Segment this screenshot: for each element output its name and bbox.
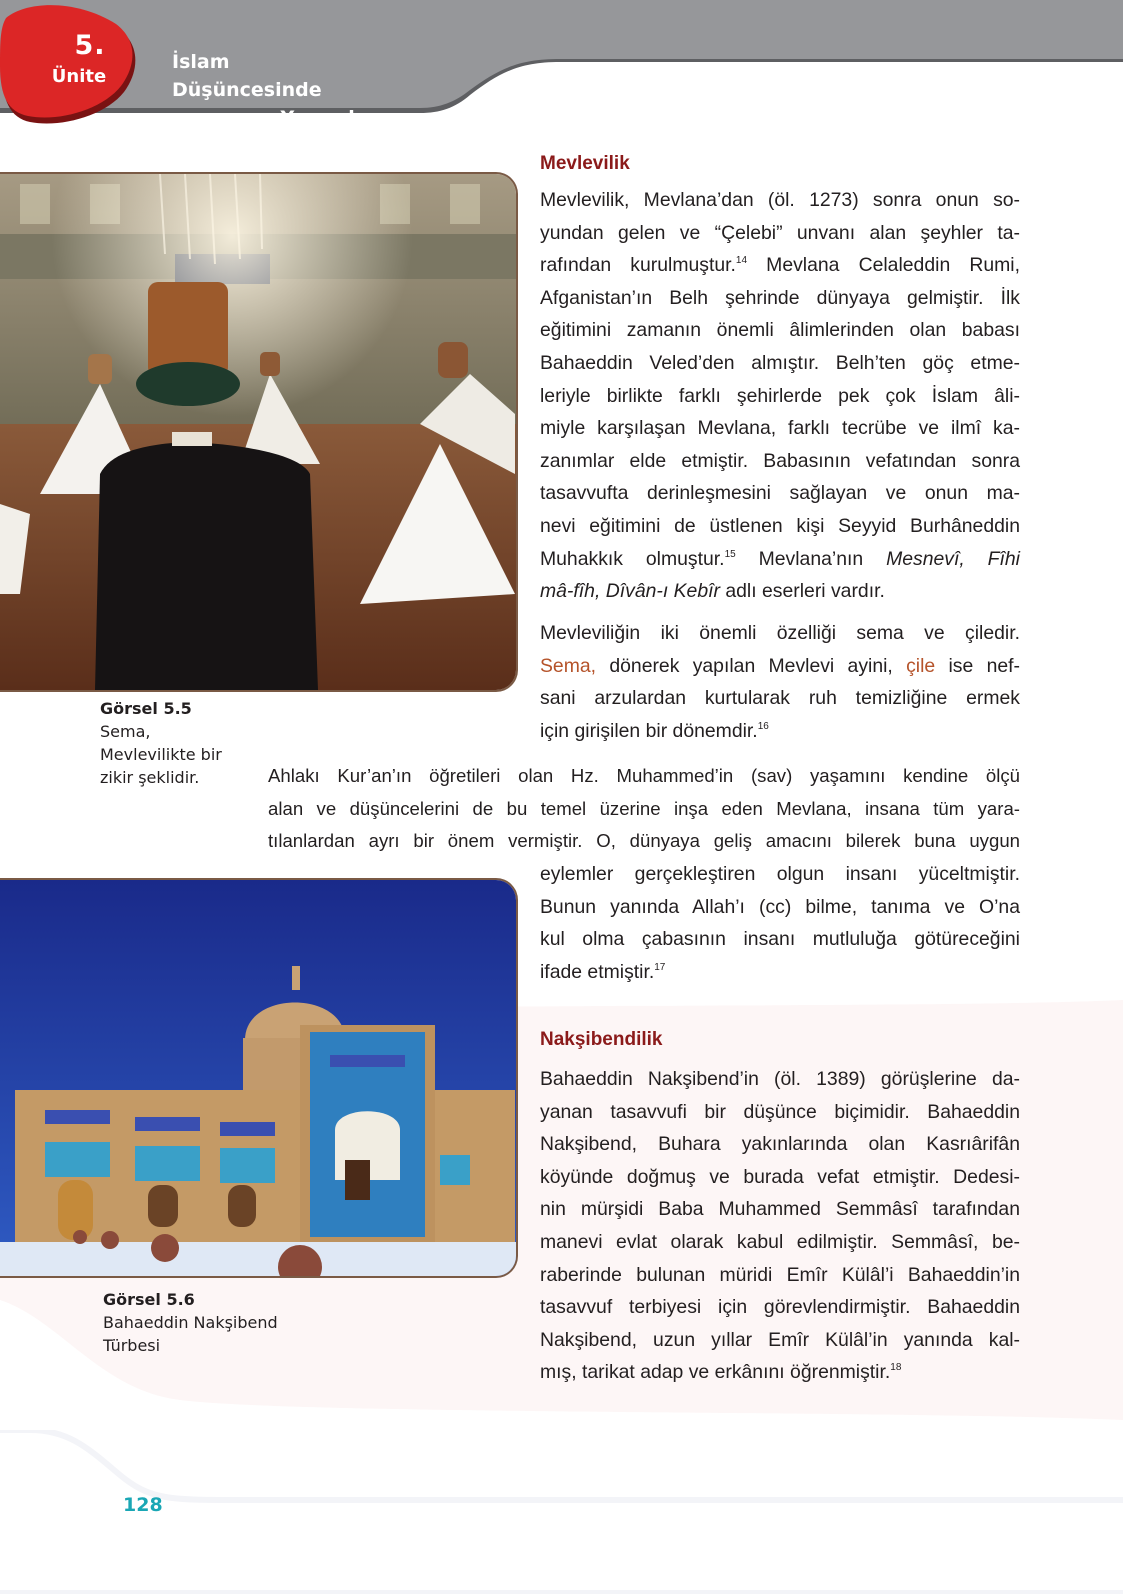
text-line: nevi eğitimini de üstlenen kişi Seyyid Burhâneddin [540,514,1020,537]
text-line: köyünde doğmuş ve burada vefat etmiştir. Dedesi- [540,1165,1020,1188]
text-line: nin mürşidi Baba Muhammed Semmâsî tarafından [540,1198,1020,1221]
caption-line: Türbesi [103,1336,161,1355]
text-line: eylemler gerçekleştiren olgun insanı yüceltmiştir. [540,863,1020,885]
text-line: miyle karşılaşan Mevlana, farklı tecrübe ve ilmî ka- [540,417,1020,440]
figure-sema-photo [0,172,518,692]
text-line: ifade etmiştir.$^{17}$ [540,960,666,983]
caption-line: Mevlevilikte bir [100,745,222,764]
text-line: mâ-fîh, Dîvân-ı Kebîr adlı eserleri vardır. [540,580,885,603]
text-line: Sema, dönerek yapılan Mevlevi ayini, çile ise nef- [540,654,1020,677]
mevlevilik-paragraph-1 [540,184,1020,608]
chapter-header-band [0,0,1123,130]
caption-line: Sema, [100,722,151,741]
text-line: tılanlardan ayrı bir önem vermiştir. O, dünyaya geliş amacını bilerek buna uygun [268,830,1020,852]
naksibendilik-paragraph [540,1063,1020,1389]
unit-label: Ünite [51,66,107,87]
unit-number: 5. [74,30,106,61]
text-line: Mevleviliğin iki önemli özelliği sema ve çiledir. [540,622,1020,644]
footnote-ref: 15 [724,548,736,560]
text-line: rafından kurulmuştur.$^{14}$ Mevlana Celaleddin Rumi, [540,254,1020,277]
text-line: yanan tasavvufi bir düşünce biçimidir. Bahaeddin [540,1100,1020,1123]
section-heading-naksibendilik: Nakşibendilik [540,1029,663,1050]
footnote-ref: 17 [654,961,666,973]
text-line: için girişilen bir dönemdir.$^{16}$ [540,719,769,742]
footnote-ref: 16 [757,720,769,732]
figure-label: Görsel 5.6 [103,1290,195,1309]
footnote-ref: 14 [735,255,748,267]
footer-decoration [0,1430,1123,1594]
text-line: mış, tarikat adap ve erkânını öğrenmiştir.$^{18}$ [540,1361,902,1384]
section-heading-mevlevilik: Mevlevilik [540,153,630,174]
text-line: manevi evlat olarak kabul edilmiştir. Semmâsî, be- [540,1230,1020,1253]
work-titles: mâ-fîh, Dîvân-ı Kebîr [540,580,720,603]
text-line: zanımlar elde etmiştir. Babasının vefatından sonra [540,449,1020,472]
figure-5-5-caption [100,697,250,789]
chapter-title-line1: İslam Düşüncesinde [172,51,322,101]
chapter-title-line2: Yorumlar [280,107,377,129]
mevlevilik-paragraph-3 [268,760,1020,858]
text-line: Muhakkık olmuştur.$^{15}$ Mevlana’nın Mesnevî, Fîhi [540,547,1020,570]
unit-badge-shape [0,0,145,130]
text-line: Nakşibend, Buhara yakınlarında olan Kasrıârifân [540,1133,1020,1156]
chapter-title [172,48,377,132]
whirling-dervishes-image [0,174,516,690]
text-line: yundan gelen ve “Çelebi” unvanı alan şeyhler ta- [540,221,1020,244]
text-line: Mevlevilik, Mevlana’dan (öl. 1273) sonra onun so- [540,189,1020,211]
mevlevilik-paragraph-2 [540,617,1020,747]
mevlevilik-paragraph-3-cont [540,858,1020,988]
text-line: Bunun yanında Allah’ı (cc) bilme, tanıma ve O’na [540,895,1020,918]
figure-5-6-caption [103,1288,323,1357]
text-line: leriyle birlikte farklı şehirlerde pek çok İslam âli- [540,384,1020,407]
text-line: Ahlakı Kur’an’ın öğretileri olan Hz. Muhammed’in (sav) yaşamını kendine ölçü [268,765,1020,786]
figure-turbe-photo [0,878,518,1278]
work-titles: Mesnevî, Fîhi [886,547,1020,570]
caption-line: zikir şeklidir. [100,768,200,787]
caption-line: Bahaeddin Nakşibend [103,1313,278,1332]
mausoleum-image [0,880,516,1276]
text-line: Afganistan’ın Belh şehrinde dünyaya gelmiştir. İlk [540,286,1020,309]
text-line: raberinde bulunan müridi Emîr Külâl’i Bahaeddin’in [540,1263,1020,1286]
text-line: Bahaeddin Veled’den almıştır. Belh’ten göç etme- [540,351,1020,374]
text-line: kul olma çabasının insanı mutluluğa götüreceğini [540,928,1020,951]
text-line: Bahaeddin Nakşibend’in (öl. 1389) görüşlerine da- [540,1068,1020,1090]
text-line: tasavvuf terbiyesi için görevlendirmiştir. Bahaeddin [540,1296,1020,1319]
term-sema: Sema, [540,654,597,677]
footnote-ref: 18 [890,1362,902,1374]
term-cile: çile [906,654,936,677]
page-number: 128 [123,1494,163,1516]
text-line: Nakşibend, uzun yıllar Emîr Külâl’in yanında kal- [540,1328,1020,1351]
text-line: sani arzulardan kurtularak ruh temizliğine ermek [540,687,1020,710]
text-line: alan ve düşüncelerini de bu temel üzerine inşa eden Mevlana, insana tüm yara- [268,797,1020,819]
figure-label: Görsel 5.5 [100,699,192,718]
text-line: eğitimini zamanın önemli âlimlerinden olan babası [540,319,1020,342]
text-line: tasavvufta derinleşmesini sağlayan ve onun ma- [540,482,1020,505]
